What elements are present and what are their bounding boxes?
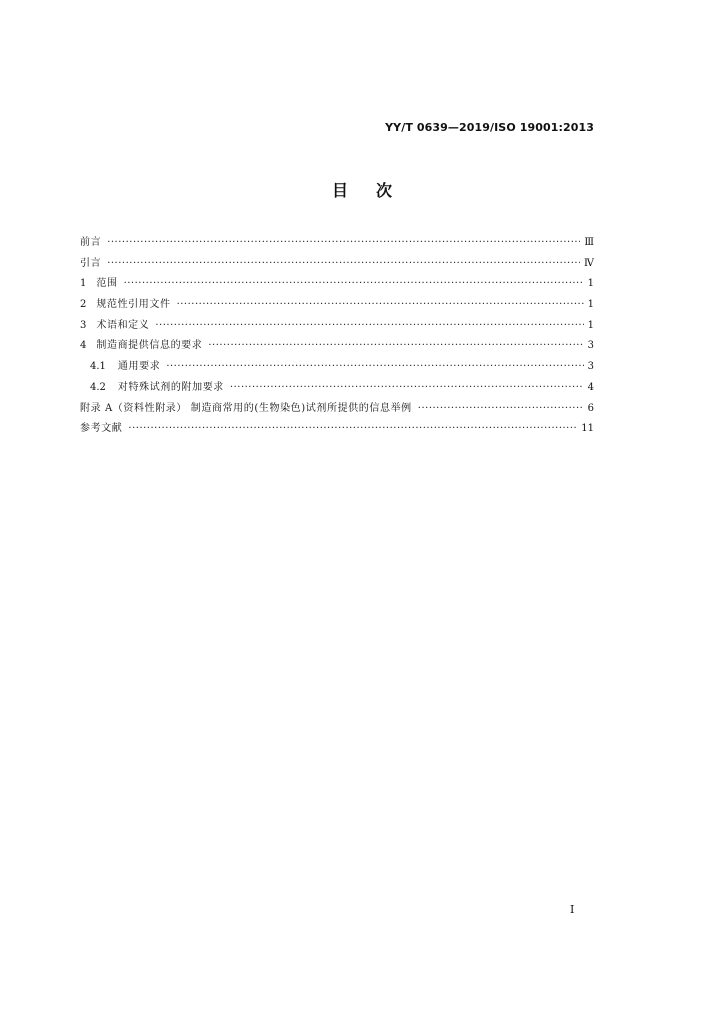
toc-entry-page: 3 (587, 361, 594, 373)
toc-entry-normative-references[interactable] (80, 295, 594, 316)
toc-title-char-2: 次 (376, 181, 393, 200)
toc-entry-number: 4.2 (90, 381, 106, 393)
toc-entry-annex-a[interactable] (80, 399, 594, 420)
page-number: I (570, 903, 575, 916)
toc-leader-dots (208, 336, 583, 357)
standard-code-header: YY/T 0639—2019/ISO 19001:2013 (385, 121, 594, 134)
toc-leader-dots (124, 274, 584, 295)
toc-leader-dots (418, 399, 584, 420)
toc-title-char-1: 目 (331, 181, 348, 200)
toc-leader-dots (128, 419, 577, 440)
toc-entry-label: 范围 (96, 278, 118, 290)
toc-entry-page: Ⅳ (584, 257, 594, 269)
toc-entry-number: 4.1 (90, 361, 106, 373)
toc-leader-dots (107, 233, 580, 254)
toc-entry-page: 4 (587, 381, 594, 393)
toc-leader-dots (107, 254, 580, 275)
toc-entry-label: 前言 (80, 237, 102, 248)
toc-entry-page: 6 (587, 402, 594, 414)
toc-entry-foreword[interactable] (80, 233, 594, 254)
toc-leader-dots (230, 378, 584, 399)
toc-entry-label: 通用要求 (117, 361, 161, 373)
toc-entry-number: 2 (80, 299, 87, 311)
toc-title (0, 178, 724, 201)
toc-entry-page: 1 (587, 299, 594, 311)
toc-entry-number: 4 (80, 340, 87, 352)
toc-entry-label: 附录 A（资料性附录） 制造商常用的(生物染色)试剂所提供的信息举例 (80, 402, 412, 414)
toc-entry-general-requirements[interactable] (80, 357, 594, 378)
toc-leader-dots (177, 295, 584, 316)
toc-leader-dots (166, 357, 583, 378)
toc-entry-page: 1 (587, 278, 594, 290)
toc-entry-page: 11 (581, 423, 594, 435)
toc-entry-label: 参考文献 (80, 423, 123, 435)
toc-entry-label: 术语和定义 (96, 319, 150, 331)
toc-entry-scope[interactable] (80, 274, 594, 295)
toc-entry-page: 1 (587, 319, 594, 331)
toc-entry-bibliography[interactable] (80, 419, 594, 440)
table-of-contents (80, 233, 594, 440)
toc-entry-special-reagents[interactable] (80, 378, 594, 399)
toc-entry-page: Ⅲ (584, 237, 594, 248)
toc-entry-introduction[interactable] (80, 254, 594, 275)
toc-entry-number: 3 (80, 319, 87, 331)
toc-entry-page: 3 (587, 340, 594, 352)
toc-leader-dots (155, 316, 583, 337)
toc-entry-label: 制造商提供信息的要求 (96, 340, 203, 352)
toc-entry-label: 规范性引用文件 (96, 299, 171, 311)
toc-entry-terms-definitions[interactable] (80, 316, 594, 337)
toc-entry-label: 对特殊试剂的附加要求 (117, 381, 224, 393)
toc-entry-manufacturer-requirements[interactable] (80, 336, 594, 357)
toc-entry-label: 引言 (80, 257, 102, 269)
toc-entry-number: 1 (80, 278, 87, 290)
